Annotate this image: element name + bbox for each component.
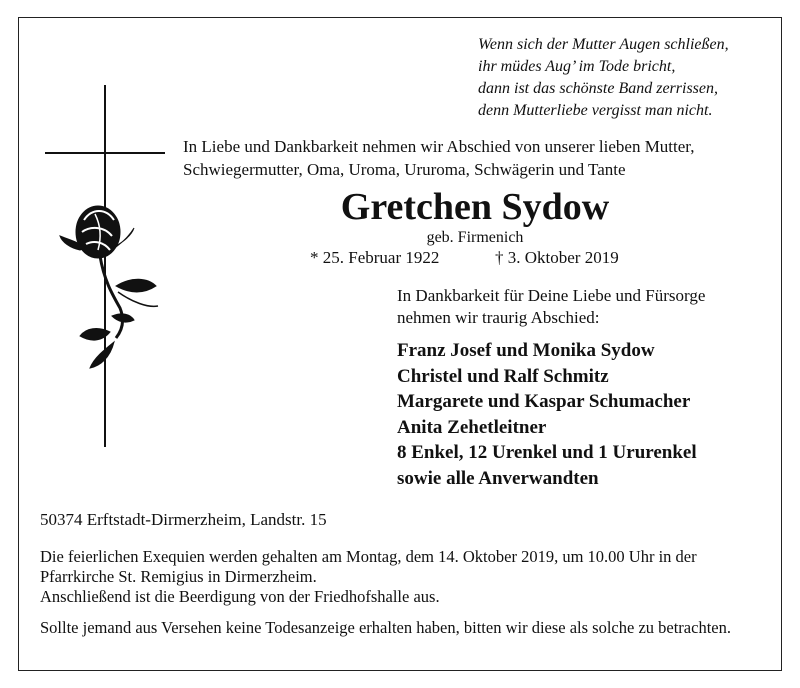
thanks-text bbox=[397, 285, 777, 329]
thanks-line: nehmen wir traurig Abschied: bbox=[397, 308, 600, 327]
mourner-entry: Anita Zehetleitner bbox=[397, 416, 547, 438]
intro-line: In Liebe und Dankbarkeit nehmen wir Abschied von unserer lieben Mutter, bbox=[183, 137, 695, 156]
birth-date: * 25. Februar 1922 bbox=[310, 248, 440, 267]
rose-icon bbox=[60, 206, 158, 368]
mourner-entry: sowie alle Anverwandten bbox=[397, 467, 599, 489]
thanks-line: In Dankbarkeit für Deine Liebe und Fürsorge bbox=[397, 286, 706, 305]
service-info bbox=[40, 547, 762, 607]
mourners-list bbox=[397, 338, 777, 491]
intro-text bbox=[183, 135, 773, 181]
poem-line: denn Mutterliebe vergisst man nicht. bbox=[478, 102, 713, 119]
service-line: Die feierlichen Exequien werden gehalten am Montag, dem 14. Oktober 2019, um 10.00 Uhr in der bbox=[40, 547, 697, 566]
mourner-entry: 8 Enkel, 12 Urenkel und 1 Ururenkel bbox=[397, 442, 697, 463]
service-line: Anschließend ist die Beerdigung von der Friedhofshalle aus. bbox=[40, 587, 440, 606]
mourner-entry: Franz Josef und Monika Sydow bbox=[397, 340, 655, 361]
address: 50374 Erftstadt-Dirmerzheim, Landstr. 15 bbox=[40, 510, 327, 529]
mourner-entry: Margarete und Kaspar Schumacher bbox=[397, 391, 691, 412]
cross-with-rose bbox=[40, 80, 170, 452]
maiden-name: geb. Firmenich bbox=[426, 229, 524, 246]
service-line: Pfarrkirche St. Remigius in Dirmerzheim. bbox=[40, 567, 317, 586]
closing-note: Sollte jemand aus Versehen keine Todesanzeige erhalten haben, bitten wir diese als solche zu betrachten. bbox=[40, 618, 731, 637]
death-date: † 3. Oktober 2019 bbox=[495, 248, 619, 267]
poem bbox=[478, 34, 778, 122]
cross-icon bbox=[45, 85, 165, 447]
poem-line: ihr müdes Aug’ im Tode bricht, bbox=[478, 58, 676, 75]
poem-line: Wenn sich der Mutter Augen schließen, bbox=[478, 36, 729, 53]
intro-line: Schwiegermutter, Oma, Uroma, Ururoma, Schwägerin und Tante bbox=[183, 160, 626, 179]
deceased-name: Gretchen Sydow bbox=[340, 186, 610, 228]
mourner-entry: Christel und Ralf Schmitz bbox=[397, 365, 609, 387]
poem-line: dann ist das schönste Band zerrissen, bbox=[478, 80, 718, 97]
